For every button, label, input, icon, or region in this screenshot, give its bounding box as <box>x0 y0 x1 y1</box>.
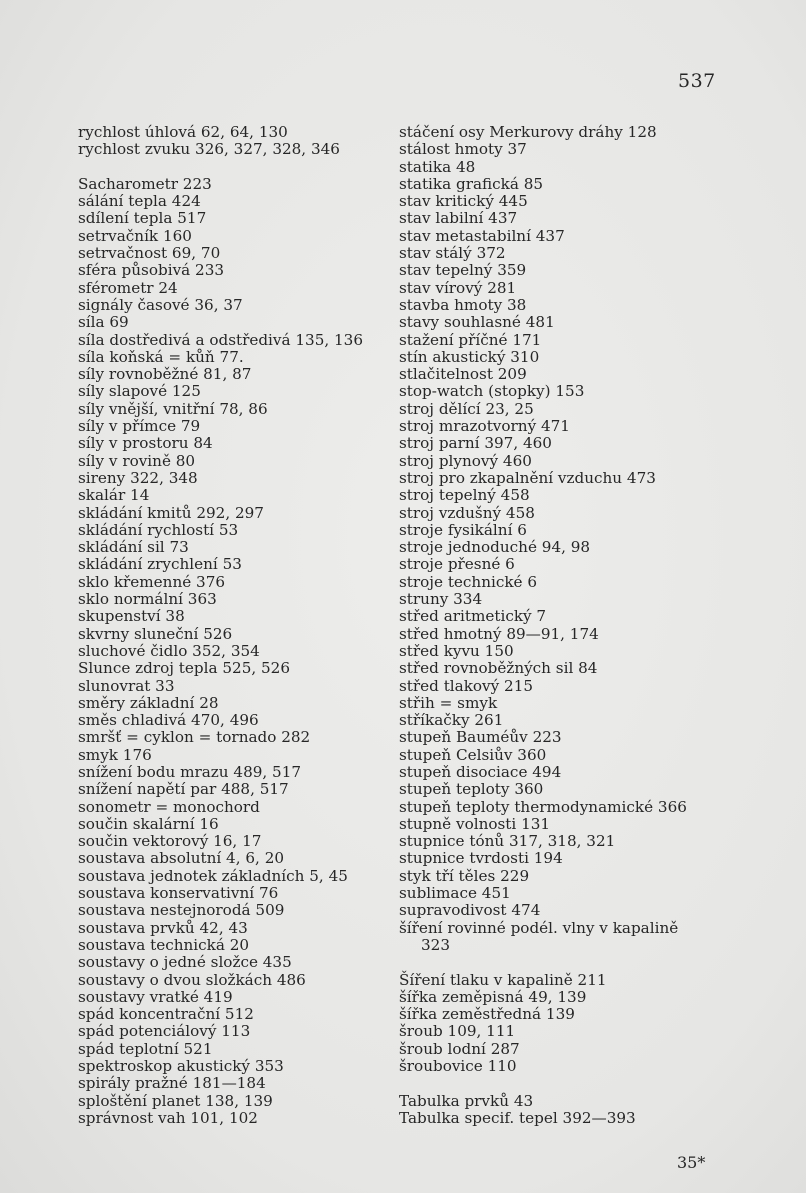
page-number: 537 <box>678 70 716 92</box>
index-entry: síly slapové 125 <box>78 382 201 401</box>
index-entry: skládání zrychlení 53 <box>78 555 242 574</box>
index-entry: střed aritmetický 7 <box>399 607 547 626</box>
index-entry: Tabulka prvků 43 <box>399 1091 534 1110</box>
index-entry: setrvačnost 69, 70 <box>78 244 221 263</box>
index-entry: sluchové čidlo 352, 354 <box>78 641 260 660</box>
index-entry: stroj plynový 460 <box>399 451 532 470</box>
index-entry: setrvačník 160 <box>78 226 192 245</box>
index-entry: soustavy o dvou složkách 486 <box>78 970 306 989</box>
index-entry: stroj pro zkapalnění vzduchu 473 <box>399 468 656 487</box>
index-entry: šířka zeměstředná 139 <box>399 1005 575 1024</box>
index-entry: skalár 14 <box>78 486 150 505</box>
index-entry: Sacharometr 223 <box>78 174 212 193</box>
index-entry: sférometr 24 <box>78 278 178 297</box>
index-entry: stroj vzdušný 458 <box>399 503 535 522</box>
index-entry: směs chladivá 470, 496 <box>78 711 259 730</box>
entry-gap <box>399 954 729 971</box>
index-entry: stroj tepelný 458 <box>399 486 530 505</box>
index-entry: rychlost úhlová 62, 64, 130 <box>78 123 288 141</box>
index-entry: stroj dělící 23, 25 <box>399 399 534 418</box>
index-entry: stroj mrazotvorný 471 <box>399 417 570 436</box>
index-entry: smršť = cyklon = tornado 282 <box>78 728 311 747</box>
index-entry: síly vnější, vnitřní 78, 86 <box>78 399 268 418</box>
index-entry: stažení příčné 171 <box>399 330 542 349</box>
index-entry: stav kritický 445 <box>399 192 528 211</box>
index-entry: stav tepelný 359 <box>399 261 527 280</box>
index-entry: sálání tepla 424 <box>78 192 201 211</box>
index-entry: sklo normální 363 <box>78 590 217 609</box>
index-entry: střih = smyk <box>399 693 498 712</box>
index-entry: součin skalární 16 <box>78 814 219 833</box>
index-entry: síly v prostoru 84 <box>78 434 213 453</box>
index-entry: stín akustický 310 <box>399 347 540 366</box>
index-entry: sireny 322, 348 <box>78 468 198 487</box>
index-entry: signály časové 36, 37 <box>78 295 243 314</box>
index-entry: střed hmotný 89—91, 174 <box>399 624 599 643</box>
index-entry: snížení napětí par 488, 517 <box>78 780 289 799</box>
index-entry: supravodivost 474 <box>399 901 541 920</box>
index-entry: spirály pražné 181—184 <box>78 1074 266 1093</box>
index-entry: sdílení tepla 517 <box>78 209 207 228</box>
index-entry: stupeň Bauméův 223 <box>399 728 562 747</box>
index-entry: skládání kmitů 292, 297 <box>78 503 264 522</box>
index-entry: soustava nestejnorodá 509 <box>78 901 285 920</box>
index-entry: skvrny sluneční 526 <box>78 624 233 643</box>
index-entry: Tabulka specif. tepel 392—393 <box>399 1108 636 1127</box>
index-entry: stálost hmoty 37 <box>399 140 527 159</box>
index-entry: střed kyvu 150 <box>399 641 514 660</box>
index-entry: síly rovnoběžné 81, 87 <box>78 365 252 384</box>
index-entry: skládání rychlostí 53 <box>78 520 239 539</box>
index-entry: šířka zeměpisná 49, 139 <box>399 987 587 1006</box>
index-entry: správnost vah 101, 102 <box>78 1108 258 1127</box>
index-column-left <box>78 124 388 1127</box>
index-entry: soustavy o jedné složce 435 <box>78 953 292 972</box>
index-entry: sploštění planet 138, 139 <box>78 1091 273 1110</box>
index-entry: soustava konservativní 76 <box>78 884 279 903</box>
index-entry: soustavy vratké 419 <box>78 987 233 1006</box>
index-entry: šroub lodní 287 <box>399 1039 520 1058</box>
index-entry: stupnice tónů 317, 318, 321 <box>399 832 616 851</box>
index-entry: stav metastabilní 437 <box>399 226 565 245</box>
index-entry-continuation: 323 <box>421 935 450 954</box>
index-entry: stupně volnosti 131 <box>399 814 551 833</box>
index-entry: spád koncentrační 512 <box>78 1005 254 1024</box>
index-entry: soustava absolutní 4, 6, 20 <box>78 849 285 868</box>
index-entry: stáčení osy Merkurovy dráhy 128 <box>399 123 657 141</box>
index-entry: sféra působivá 233 <box>78 261 225 280</box>
index-entry: sonometr = monochord <box>78 797 260 816</box>
index-entry: soustava technická 20 <box>78 935 250 954</box>
index-entry: stupeň disociace 494 <box>399 762 562 781</box>
index-entry: střed tlakový 215 <box>399 676 534 695</box>
index-entry: stav stálý 372 <box>399 244 506 263</box>
index-entry: statika 48 <box>399 157 476 176</box>
index-entry: síla 69 <box>78 313 129 332</box>
index-entry: rychlost zvuku 326, 327, 328, 346 <box>78 140 340 159</box>
index-entry: skupenství 38 <box>78 607 185 626</box>
index-entry: součin vektorový 16, 17 <box>78 832 262 851</box>
index-entry: Šíření tlaku v kapalině 211 <box>399 970 607 989</box>
entry-gap <box>399 1075 729 1092</box>
index-entry: styk tří těles 229 <box>399 866 530 885</box>
index-entry: spád teplotní 521 <box>78 1039 213 1058</box>
index-entry: statika grafická 85 <box>399 174 544 193</box>
index-entry: síly v přímce 79 <box>78 417 201 436</box>
signature-mark: 35* <box>677 1153 706 1172</box>
index-entry: stav labilní 437 <box>399 209 518 228</box>
index-entry: soustava jednotek základních 5, 45 <box>78 866 348 885</box>
index-entry: sklo křemenné 376 <box>78 572 226 591</box>
index-entry: stavba hmoty 38 <box>399 295 527 314</box>
index-entry: síla koňská = kůň 77. <box>78 347 244 366</box>
index-entry: síla dostředivá a odstředivá 135, 136 <box>78 330 364 349</box>
index-entry: stroje fysikální 6 <box>399 520 527 539</box>
index-entry: Slunce zdroj tepla 525, 526 <box>78 659 290 678</box>
index-entry: smyk 176 <box>78 745 152 764</box>
index-entry: stav vírový 281 <box>399 278 517 297</box>
index-entry: spád potenciálový 113 <box>78 1022 251 1041</box>
index-entry: stroje jednoduché 94, 98 <box>399 538 591 557</box>
index-entry: stupeň Celsiův 360 <box>399 745 547 764</box>
index-entry: stroje technické 6 <box>399 572 538 591</box>
index-entry: stupnice tvrdosti 194 <box>399 849 563 868</box>
index-column-right <box>399 124 729 1127</box>
index-entry: soustava prvků 42, 43 <box>78 918 248 937</box>
index-entry: stroje přesné 6 <box>399 555 515 574</box>
index-entry: šroub 109, 111 <box>399 1022 516 1041</box>
index-entry: sublimace 451 <box>399 884 511 903</box>
index-entry: slunovrat 33 <box>78 676 175 695</box>
index-entry: snížení bodu mrazu 489, 517 <box>78 762 302 781</box>
index-entry: stupeň teploty thermodynamické 366 <box>399 797 687 816</box>
index-entry: stop-watch (stopky) 153 <box>399 382 585 401</box>
index-entry: stupeň teploty 360 <box>399 780 544 799</box>
index-entry: šíření rovinné podél. vlny v kapalině <box>399 918 679 937</box>
index-entry: skládání sil 73 <box>78 538 189 557</box>
index-entry: stroj parní 397, 460 <box>399 434 552 453</box>
index-entry: stlačitelnost 209 <box>399 365 527 384</box>
index-entry: struny 334 <box>399 590 483 609</box>
index-entry: síly v rovině 80 <box>78 451 196 470</box>
entry-gap <box>78 159 388 176</box>
index-entry: stříkačky 261 <box>399 711 504 730</box>
index-entry: šroubovice 110 <box>399 1057 517 1076</box>
index-entry: střed rovnoběžných sil 84 <box>399 659 598 678</box>
index-entry: stavy souhlasné 481 <box>399 313 555 332</box>
index-entry: směry základní 28 <box>78 693 219 712</box>
index-entry: spektroskop akustický 353 <box>78 1057 284 1076</box>
